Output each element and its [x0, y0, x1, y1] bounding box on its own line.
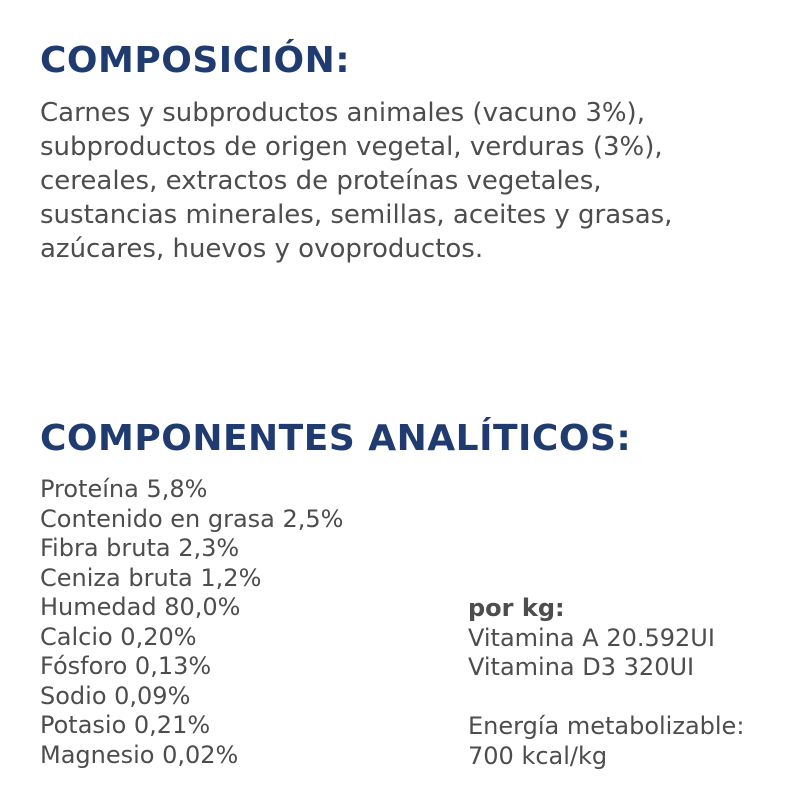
composicion-line: cereales, extractos de proteínas vegetales,: [40, 166, 602, 196]
por-kg-block: [468, 594, 744, 771]
composicion-line: sustancias minerales, semillas, aceites y grasas,: [40, 200, 673, 230]
list-item: Proteína 5,8%: [40, 475, 208, 503]
componentes-list: [40, 475, 343, 770]
composicion-line: azúcares, huevos y ovoproductos.: [40, 234, 484, 264]
composicion-line: Carnes y subproductos animales (vacuno 3%),: [40, 98, 645, 128]
list-item: Magnesio 0,02%: [40, 740, 239, 769]
list-item: Sodio 0,09%: [40, 681, 191, 710]
list-item: Humedad 80,0%: [40, 593, 241, 621]
list-item: Ceniza bruta 1,2%: [40, 563, 262, 592]
composicion-line: subproductos de origen vegetal, verduras (3%),: [40, 132, 663, 162]
vitamin-item: Vitamina A 20.592UI: [468, 623, 715, 652]
componentes-heading: COMPONENTES ANALÍTICOS:: [40, 418, 632, 459]
list-item: Fibra bruta 2,3%: [40, 534, 240, 562]
energy-value: 700 kcal/kg: [468, 741, 608, 770]
list-item: Fósforo 0,13%: [40, 652, 212, 680]
spacer: [468, 683, 744, 713]
composicion-text: [40, 96, 760, 266]
list-item: Potasio 0,21%: [40, 711, 211, 739]
por-kg-label: por kg:: [468, 594, 565, 622]
list-item: Calcio 0,20%: [40, 622, 197, 651]
vitamin-item: Vitamina D3 320UI: [468, 653, 695, 681]
energy-label: Energía metabolizable:: [468, 712, 745, 740]
list-item: Contenido en grasa 2,5%: [40, 504, 344, 533]
composicion-heading: COMPOSICIÓN:: [40, 40, 351, 81]
